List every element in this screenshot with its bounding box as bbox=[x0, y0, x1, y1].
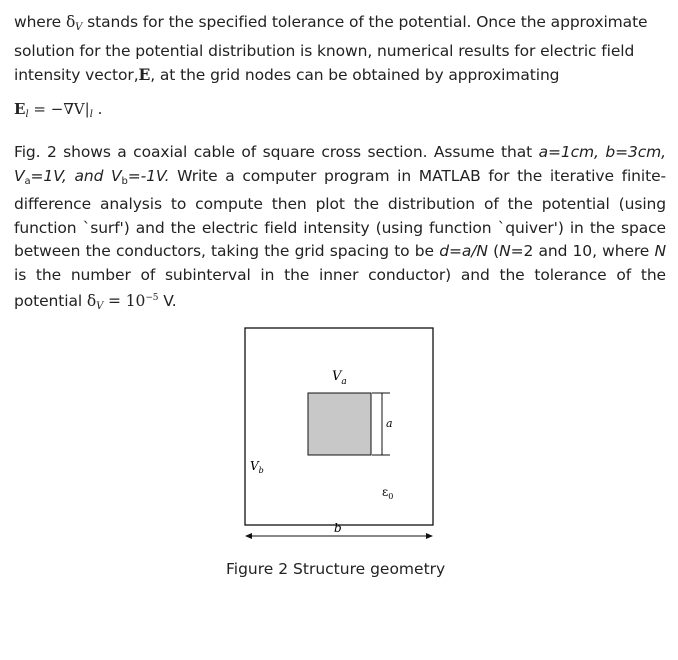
label-b: b bbox=[334, 521, 342, 535]
paragraph-tolerance: where $\delta_V$ stands for the specified tolerance of the potential. Once the approximate solution for the potential distribution is known, numerical results for electric field intensity vector,E, at the grid nodes can be obtained by approximating bbox=[14, 13, 648, 84]
equation-field-intensity: $E_l = -\nabla V|_l$ . bbox=[14, 100, 103, 120]
label-epsilon: $\varepsilon_0$ bbox=[382, 485, 394, 501]
dimension-b-right-arrow bbox=[426, 533, 433, 539]
label-a: a bbox=[386, 417, 393, 430]
label-vb: $V_b$ bbox=[250, 459, 264, 475]
inner-conductor bbox=[308, 393, 371, 455]
paragraph-problem-statement: Fig. 2 shows a coaxial cable of square cross section. Assume that a=1cm, b=3cm, $V_a=1V$, and $V_b=-1V$. Write a computer program in MATLAB for the iterative finite-difference analysis to compute then plot the distribution of the potential (using function `surf') and the electric field intensity (using function `quiver') in the space between the conductors, taking the grid spacing to be d=a/N (N=2 and 10, where N is the number of subinterval in the inner conductor) and the tolerance of the potential $\delta_V = 10^{-5}$ V. bbox=[14, 143, 666, 312]
figure-caption: Figure 2 Structure geometry bbox=[226, 560, 446, 578]
coaxial-cable-figure bbox=[236, 322, 446, 548]
dimension-b-left-arrow bbox=[245, 533, 252, 539]
label-va: $V_a$ bbox=[332, 369, 347, 387]
